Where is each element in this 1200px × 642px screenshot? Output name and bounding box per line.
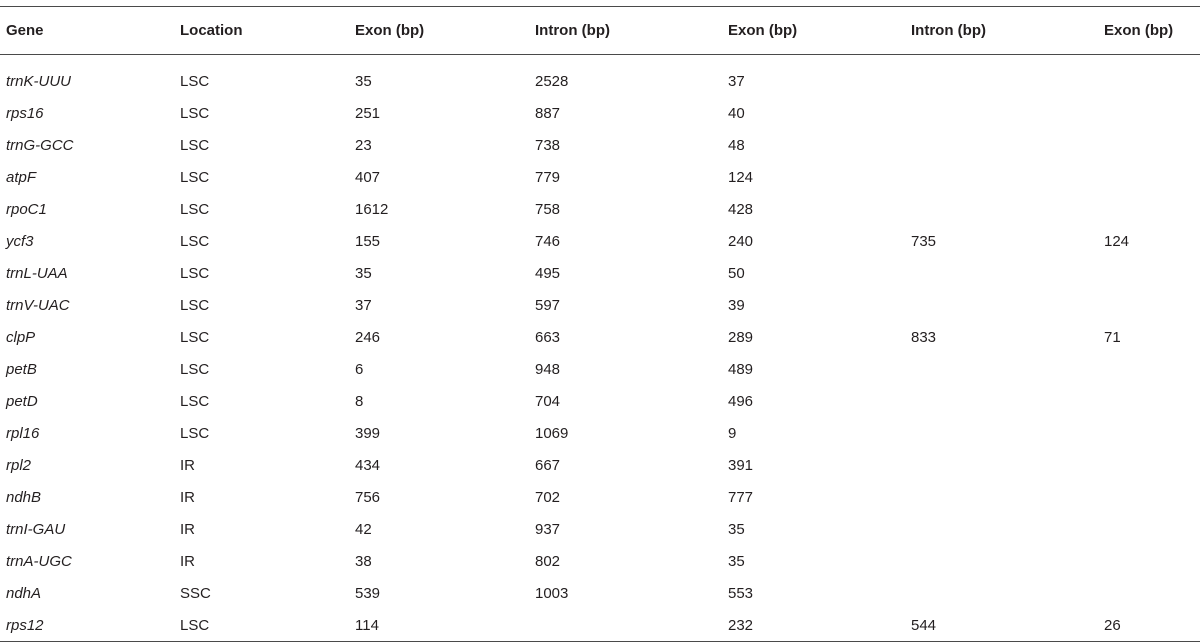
table-row — [0, 225, 1200, 257]
cell-location: IR — [180, 552, 195, 570]
cell-exon-3 — [1104, 577, 1200, 609]
cell-intron-1: 1069 — [535, 424, 569, 442]
cell-gene: ycf3 — [6, 232, 34, 250]
cell-exon-1: 42 — [355, 520, 372, 538]
cell-intron-1: 597 — [535, 296, 561, 314]
cell-location: LSC — [180, 360, 210, 378]
cell-exon-2: 9 — [728, 424, 737, 442]
table-row — [0, 449, 1200, 481]
cell-location: LSC — [180, 136, 210, 154]
cell-gene: rps12 — [6, 616, 44, 634]
cell-exon-3 — [1104, 161, 1200, 193]
cell-intron-2 — [911, 97, 1104, 129]
header-exon-1: Exon (bp) — [355, 22, 425, 39]
cell-intron-1: 746 — [535, 232, 561, 250]
cell-exon-2: 37 — [728, 72, 745, 90]
cell-exon-1: 6 — [355, 360, 364, 378]
header-intron-1: Intron (bp) — [535, 22, 610, 39]
cell-exon-2: 232 — [728, 616, 754, 634]
cell-intron-1: 2528 — [535, 72, 569, 90]
cell-location: LSC — [180, 232, 210, 250]
cell-exon-2: 240 — [728, 232, 754, 250]
cell-location: LSC — [180, 168, 210, 186]
cell-exon-3: 71 — [1104, 328, 1121, 346]
cell-exon-1: 756 — [355, 488, 381, 506]
table-body — [0, 55, 1200, 642]
cell-location: IR — [180, 488, 195, 506]
cell-intron-1: 937 — [535, 520, 561, 538]
cell-location: SSC — [180, 584, 211, 602]
table-row — [0, 193, 1200, 225]
table-row — [0, 513, 1200, 545]
cell-exon-2: 35 — [728, 520, 745, 538]
cell-gene: rpl16 — [6, 424, 40, 442]
cell-location: LSC — [180, 392, 210, 410]
cell-intron-2: 833 — [911, 328, 937, 346]
cell-exon-3 — [1104, 417, 1200, 449]
cell-gene: trnA-UGC — [6, 552, 72, 570]
cell-location: LSC — [180, 328, 210, 346]
cell-location: LSC — [180, 264, 210, 282]
cell-exon-3 — [1104, 353, 1200, 385]
cell-gene: trnI-GAU — [6, 520, 66, 538]
cell-location: LSC — [180, 424, 210, 442]
cell-location: LSC — [180, 616, 210, 634]
cell-gene: trnL-UAA — [6, 264, 68, 282]
cell-gene: rpoC1 — [6, 200, 47, 218]
cell-exon-1: 37 — [355, 296, 372, 314]
cell-location: LSC — [180, 72, 210, 90]
cell-intron-2 — [911, 513, 1104, 545]
cell-exon-3 — [1104, 513, 1200, 545]
cell-gene: ndhB — [6, 488, 42, 506]
cell-location: LSC — [180, 104, 210, 122]
cell-intron-1: 802 — [535, 552, 561, 570]
cell-intron-1: 948 — [535, 360, 561, 378]
cell-intron-1: 663 — [535, 328, 561, 346]
cell-intron-2 — [911, 55, 1104, 98]
cell-gene: rps16 — [6, 104, 44, 122]
cell-intron-1: 779 — [535, 168, 561, 186]
cell-intron-2: 544 — [911, 616, 937, 634]
cell-exon-2: 428 — [728, 200, 754, 218]
cell-exon-2: 777 — [728, 488, 754, 506]
cell-exon-2: 489 — [728, 360, 754, 378]
table-row — [0, 545, 1200, 577]
cell-intron-2: 735 — [911, 232, 937, 250]
table-row — [0, 289, 1200, 321]
cell-exon-1: 407 — [355, 168, 381, 186]
cell-exon-1: 539 — [355, 584, 381, 602]
cell-exon-3 — [1104, 193, 1200, 225]
cell-exon-1: 251 — [355, 104, 381, 122]
cell-intron-2 — [911, 385, 1104, 417]
cell-intron-2 — [911, 257, 1104, 289]
table-row — [0, 385, 1200, 417]
header-row — [0, 7, 1200, 55]
cell-exon-2: 48 — [728, 136, 745, 154]
table-row — [0, 417, 1200, 449]
cell-gene: atpF — [6, 168, 37, 186]
cell-intron-2 — [911, 481, 1104, 513]
cell-exon-1: 246 — [355, 328, 381, 346]
table-row — [0, 481, 1200, 513]
cell-exon-3 — [1104, 129, 1200, 161]
cell-intron-2 — [911, 577, 1104, 609]
table-row — [0, 609, 1200, 642]
cell-exon-3: 124 — [1104, 232, 1130, 250]
cell-gene: petB — [6, 360, 37, 378]
cell-intron-2 — [911, 353, 1104, 385]
cell-exon-3 — [1104, 481, 1200, 513]
cell-exon-3 — [1104, 97, 1200, 129]
table-row — [0, 129, 1200, 161]
cell-exon-1: 23 — [355, 136, 372, 154]
cell-exon-2: 289 — [728, 328, 754, 346]
cell-exon-2: 35 — [728, 552, 745, 570]
cell-intron-1: 758 — [535, 200, 561, 218]
cell-exon-3 — [1104, 545, 1200, 577]
cell-intron-2 — [911, 289, 1104, 321]
cell-exon-1: 35 — [355, 264, 372, 282]
header-location: Location — [180, 22, 243, 39]
cell-intron-1: 887 — [535, 104, 561, 122]
cell-location: LSC — [180, 200, 210, 218]
table-row — [0, 257, 1200, 289]
cell-gene: rpl2 — [6, 456, 32, 474]
table-row — [0, 353, 1200, 385]
cell-location: IR — [180, 456, 195, 474]
cell-exon-1: 399 — [355, 424, 381, 442]
cell-exon-3 — [1104, 449, 1200, 481]
cell-intron-2 — [911, 417, 1104, 449]
cell-exon-1: 155 — [355, 232, 381, 250]
cell-exon-3 — [1104, 289, 1200, 321]
table-row — [0, 577, 1200, 609]
cell-exon-1: 35 — [355, 72, 372, 90]
cell-exon-3 — [1104, 55, 1200, 98]
cell-exon-1: 434 — [355, 456, 381, 474]
cell-location: IR — [180, 520, 195, 538]
cell-exon-2: 391 — [728, 456, 754, 474]
cell-exon-1: 8 — [355, 392, 364, 410]
cell-gene: trnK-UUU — [6, 72, 72, 90]
header-exon-2: Exon (bp) — [728, 22, 798, 39]
cell-exon-1: 114 — [355, 616, 379, 634]
cell-gene: ndhA — [6, 584, 42, 602]
table-row — [0, 55, 1200, 98]
cell-gene: petD — [6, 392, 38, 410]
cell-gene: clpP — [6, 328, 36, 346]
cell-gene: trnG-GCC — [6, 136, 74, 154]
cell-exon-2: 39 — [728, 296, 745, 314]
cell-intron-2 — [911, 545, 1104, 577]
cell-exon-2: 124 — [728, 168, 754, 186]
cell-exon-2: 553 — [728, 584, 754, 602]
cell-intron-2 — [911, 193, 1104, 225]
cell-location: LSC — [180, 296, 210, 314]
header-exon-3: Exon (bp) — [1104, 22, 1174, 39]
table-row — [0, 161, 1200, 193]
cell-intron-2 — [911, 129, 1104, 161]
cell-exon-2: 496 — [728, 392, 754, 410]
gene-table — [0, 6, 1200, 642]
table-header — [0, 7, 1200, 55]
cell-exon-2: 50 — [728, 264, 745, 282]
table-row — [0, 97, 1200, 129]
cell-intron-1 — [535, 609, 728, 642]
cell-intron-1: 1003 — [535, 584, 569, 602]
cell-exon-2: 40 — [728, 104, 745, 122]
cell-exon-3: 26 — [1104, 616, 1121, 634]
cell-intron-1: 738 — [535, 136, 561, 154]
cell-intron-1: 495 — [535, 264, 561, 282]
cell-intron-2 — [911, 449, 1104, 481]
cell-intron-1: 704 — [535, 392, 561, 410]
cell-intron-1: 702 — [535, 488, 561, 506]
cell-exon-3 — [1104, 257, 1200, 289]
header-gene: Gene — [6, 22, 44, 39]
header-intron-2: Intron (bp) — [911, 22, 986, 39]
cell-exon-3 — [1104, 385, 1200, 417]
cell-exon-1: 1612 — [355, 200, 389, 218]
cell-intron-2 — [911, 161, 1104, 193]
cell-gene: trnV-UAC — [6, 296, 70, 314]
cell-exon-1: 38 — [355, 552, 372, 570]
cell-intron-1: 667 — [535, 456, 561, 474]
table-row — [0, 321, 1200, 353]
